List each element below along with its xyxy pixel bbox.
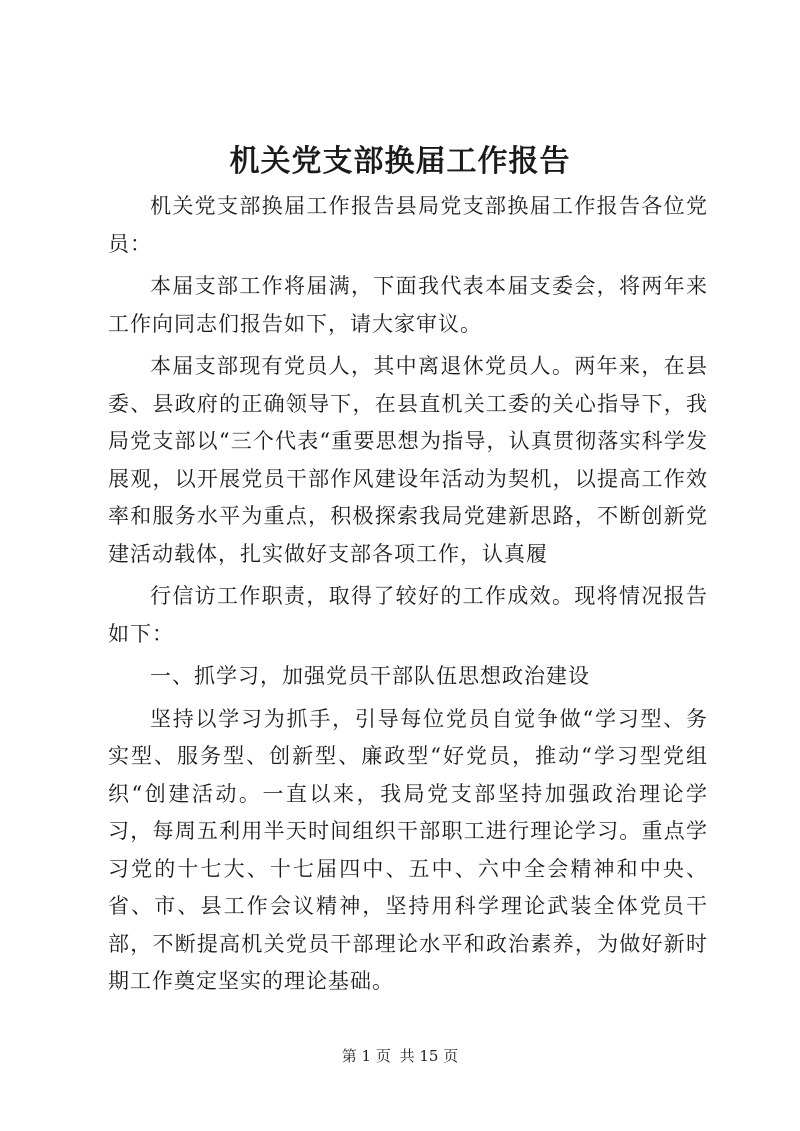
section-heading-1: 一、抓学习，加强党员干部队伍思想政治建设 bbox=[150, 664, 590, 688]
page-number: 第 1 页 bbox=[341, 1047, 391, 1065]
paragraph-greeting: 机关党支部换届工作报告县局党支部换届工作报告各位党员： bbox=[108, 194, 708, 256]
document-title: 机关党支部换届工作报告 bbox=[229, 144, 571, 179]
paragraph-overview-continued: 行信访工作职责，取得了较好的工作成效。现将情况报告如下： bbox=[108, 584, 708, 646]
page-total: 共 15 页 bbox=[399, 1047, 459, 1065]
document-body bbox=[108, 188, 708, 1006]
paragraph-study: 坚持以学习为抓手，引导每位党员自觉争做“学习型、务实型、服务型、创新型、廉政型“好党员，推动“学习型党组织“创建活动。一直以来，我局党支部坚持加强政治理论学习，每周五利用半天时间组织干部职工进行理论学习。重点学习党的十七大、十七届四中、五中、六中全会精神和中央、省、市、县工作会议精神，坚持用科学理论武装全体党员干部，不断提高机关党员干部理论水平和政治素养，为做好新时期工作奠定坚实的理论基础。 bbox=[108, 706, 708, 993]
paragraph-intro: 本届支部工作将届满，下面我代表本届支委会，将两年来工作向同志们报告如下，请大家审议。 bbox=[108, 274, 708, 336]
paragraph-overview: 本届支部现有党员人，其中离退休党员人。两年来，在县委、县政府的正确领导下，在县直机关工委的关心指导下，我局党支部以“三个代表“重要思想为指导，认真贯彻落实科学发展观，以开展党员干部作风建设年活动为契机，以提高工作效率和服务水平为重点，积极探索我局党建新思路，不断创新党建活动载体，扎实做好支部各项工作，认真履 bbox=[108, 354, 708, 566]
page-footer bbox=[0, 1046, 800, 1066]
